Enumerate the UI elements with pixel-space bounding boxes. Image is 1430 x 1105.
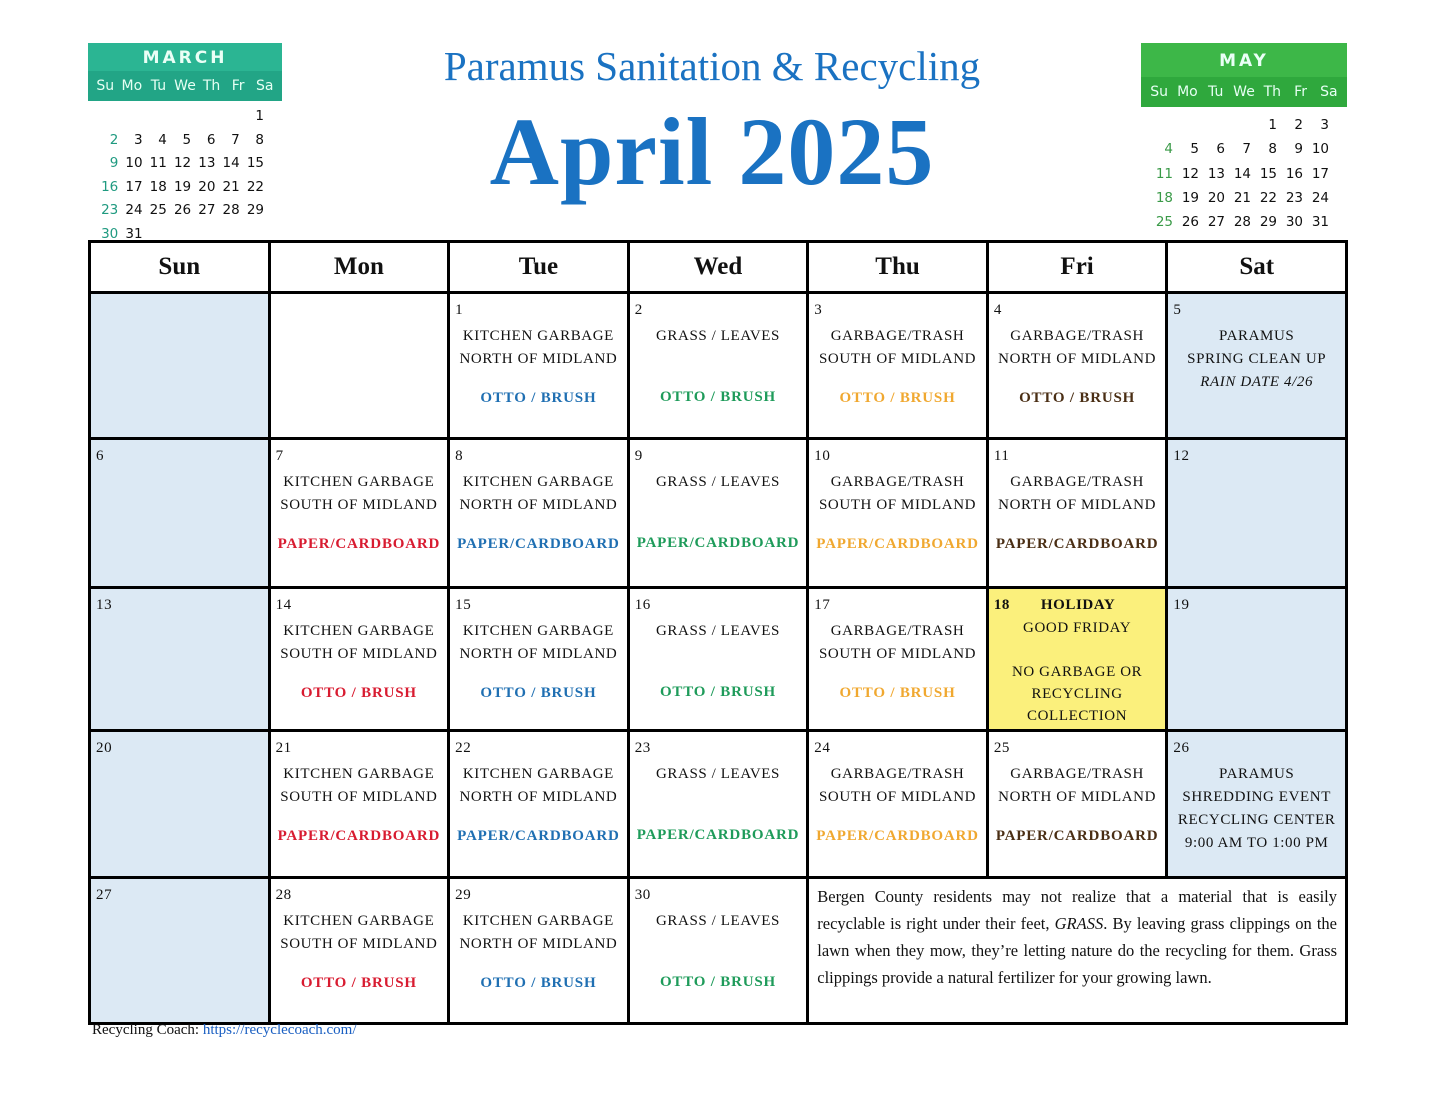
mini-calendar-day: 7 [231,131,240,148]
mini-calendar-day: 15 [246,155,264,171]
mini-calendar-day: 22 [246,178,264,195]
pickup-type: KITCHEN GARBAGE [462,623,614,639]
mini-calendar-day: 19 [1181,189,1199,206]
day-number: 22 [455,740,472,756]
weekday-header: Sun [90,242,270,293]
recycling-tag: OTTO / BRUSH [839,685,956,701]
weekday: Su [1150,84,1169,100]
day-cell-6 [90,439,270,588]
weekday: Tu [150,78,167,94]
mini-calendar-day: 12 [1181,165,1199,182]
mini-calendar-day: 31 [125,225,143,242]
weekday-header: Thu [808,242,988,293]
grass-recycling-note [809,879,1345,991]
mini-calendar-day: 12 [173,155,192,171]
day-cell-27 [90,878,270,1024]
week-row [90,293,1347,439]
recycling-tag: PAPER/CARDBOARD [816,536,979,552]
holiday-notice: NO GARBAGE OR [1011,664,1143,680]
org-title-text: Paramus Sanitation & Recycling [443,43,981,89]
pickup-type: KITCHEN GARBAGE [462,766,614,782]
mini-calendar-day: 27 [1207,214,1225,231]
event-time: 9:00 AM TO 1:00 PM [1184,835,1329,851]
mini-calendar-day: 28 [1233,214,1251,231]
mini-calendar-day: 25 [149,202,167,218]
day-cell-empty [269,293,449,439]
pickup-type: GRASS / LEAVES [655,766,780,782]
day-cell-28 [269,878,449,1024]
note-text: . By leaving grass clippings on the lawn when they mow, they’re letting nature do the recycling for them. Grass clippings provide a natural fertilizer for your growing lawn. [817,914,1338,987]
mini-calendar-month-name: MAY [1141,43,1347,77]
recycling-tag: OTTO / BRUSH [300,685,417,701]
mini-calendar-day: 13 [198,155,216,171]
day-cell-9 [628,439,808,588]
day-cell-14 [269,588,449,731]
weekday: Mo [121,78,143,94]
pickup-area: NORTH OF MIDLAND [459,936,618,952]
day-cell-2 [628,293,808,439]
week-row [90,878,1347,1024]
info-note-cell [808,878,1347,1024]
weekday: Th [1263,84,1281,100]
day-cell-24 [808,731,988,878]
event-name: SHREDDING EVENT [1182,789,1331,805]
note-emphasis: GRASS [1054,914,1104,933]
day-number: 26 [1173,740,1190,756]
mini-calendar-day: 24 [125,202,143,218]
mini-calendar-day: 30 [101,225,119,242]
day-cell-26 [1167,731,1347,878]
recycling-tag: PAPER/CARDBOARD [277,536,441,552]
pickup-area: NORTH OF MIDLAND [998,497,1157,513]
mini-calendar-day: 24 [1311,189,1329,206]
mini-calendar-day: 17 [1311,165,1329,182]
day-number: 7 [275,448,284,464]
pickup-type: GARBAGE/TRASH [830,623,965,639]
weekday-header-row [90,242,1347,293]
recycling-tag: PAPER/CARDBOARD [457,536,620,552]
pickup-area: NORTH OF MIDLAND [459,789,618,805]
pickup-type: KITCHEN GARBAGE [283,474,435,490]
weekday: Fr [1294,84,1307,100]
day-number: 3 [814,302,823,318]
mini-calendar-day: 9 [1294,141,1303,158]
day-cell-15 [449,588,629,731]
pickup-type: GARBAGE/TRASH [1010,474,1144,490]
recycling-tag: PAPER/CARDBOARD [995,536,1159,552]
mini-calendar-day: 2 [109,131,119,148]
pickup-type: GARBAGE/TRASH [830,474,965,490]
day-number: 17 [814,597,831,613]
mini-calendar-day: 2 [1294,117,1303,133]
org-title [0,42,1430,90]
pickup-type: KITCHEN GARBAGE [462,328,614,344]
day-number: 30 [634,887,651,903]
mini-calendar-day: 31 [1311,214,1329,231]
day-cell-5 [1167,293,1347,439]
recycling-tag: OTTO / BRUSH [839,390,956,406]
day-cell-1 [449,293,629,439]
mini-calendar-day: 14 [222,155,240,171]
mini-calendar-day: 9 [109,155,119,171]
note-text: Bergen County residents may not realize that a material that is easily recyclable is right under their feet, [817,887,1337,933]
day-number: 24 [814,740,831,756]
weekday: We [1233,84,1255,100]
recycling-tag: OTTO / BRUSH [480,390,597,406]
day-number: 4 [993,302,1002,318]
mini-calendar-day: 5 [1190,141,1199,158]
mini-calendar-day: 11 [1155,165,1173,182]
mini-calendar-day: 27 [198,202,216,218]
weekday-header: Sat [1167,242,1347,293]
day-number: 11 [993,448,1010,464]
pickup-area: SOUTH OF MIDLAND [280,789,438,805]
pickup-type: KITCHEN GARBAGE [462,474,614,490]
pickup-type: GRASS / LEAVES [655,328,780,344]
pickup-type: KITCHEN GARBAGE [283,623,435,639]
weekday-header: Wed [628,242,808,293]
day-cell-3 [808,293,988,439]
pickup-type: GRASS / LEAVES [655,913,780,929]
mini-calendar-day: 6 [1216,141,1225,158]
day-number: 28 [275,887,292,903]
day-number: 19 [1173,597,1190,613]
mini-calendar-day: 6 [206,131,216,148]
recycling-tag: OTTO / BRUSH [480,975,597,991]
holiday-label: HOLIDAY [1040,597,1116,613]
day-cell-4 [987,293,1167,439]
day-cell-7 [269,439,449,588]
day-number: 18 [993,597,1011,613]
event-title: PARAMUS [1219,766,1295,782]
pickup-type: GARBAGE/TRASH [830,766,965,782]
day-number: 1 [455,302,464,318]
pickup-area: NORTH OF MIDLAND [459,351,618,367]
footer-label: Recycling Coach: [92,1022,200,1038]
footer [92,1022,357,1039]
day-number: 25 [993,740,1011,756]
day-number: 21 [275,740,292,756]
pickup-area: SOUTH OF MIDLAND [818,789,977,805]
day-cell-8 [449,439,629,588]
mini-calendar-day: 17 [125,178,143,195]
event-title: PARAMUS [1219,328,1295,344]
mini-calendar-day: 26 [173,202,192,218]
mini-calendar-day: 4 [158,131,167,148]
day-number: 8 [455,448,464,464]
day-number: 14 [275,597,292,613]
mini-calendar-day: 11 [149,155,167,171]
mini-calendar-day: 25 [1155,214,1173,231]
pickup-area: SOUTH OF MIDLAND [818,646,977,662]
week-row [90,588,1347,731]
recycling-tag: PAPER/CARDBOARD [636,535,800,551]
day-cell-13 [90,588,270,731]
day-number: 20 [96,740,113,756]
mini-calendar-day: 3 [1320,117,1329,133]
mini-calendar-day: 4 [1164,141,1173,158]
recycling-tag: OTTO / BRUSH [300,975,417,991]
pickup-type: GRASS / LEAVES [655,623,780,639]
day-number: 5 [1173,302,1182,318]
pickup-area: SOUTH OF MIDLAND [280,646,438,662]
recycling-tag: OTTO / BRUSH [480,685,597,701]
mini-calendar-day: 14 [1233,165,1251,182]
recycling-tag: OTTO / BRUSH [1019,390,1136,406]
weekday-header: Fri [987,242,1167,293]
weekday: Su [96,78,115,94]
day-cell-12 [1167,439,1347,588]
pickup-type: KITCHEN GARBAGE [283,766,435,782]
month-title [0,96,1430,207]
day-cell-17 [808,588,988,731]
pickup-type: GARBAGE/TRASH [1010,766,1144,782]
mini-calendar-day: 18 [149,178,167,195]
mini-calendar-day: 26 [1181,214,1199,231]
week-row [90,439,1347,588]
day-cell-20 [90,731,270,878]
mini-calendar-day: 30 [1285,214,1303,231]
mini-calendar-day: 21 [222,178,240,195]
day-cell-22 [449,731,629,878]
weekday: Fr [231,78,245,94]
mini-calendar-day: 1 [255,108,264,124]
recycling-tag: PAPER/CARDBOARD [457,828,620,844]
pickup-area: SOUTH OF MIDLAND [280,936,438,952]
day-cell-19 [1167,588,1347,731]
day-cell-10 [808,439,988,588]
weekday: Sa [1320,84,1338,100]
pickup-area: SOUTH OF MIDLAND [818,497,977,513]
mini-calendar-day: 5 [182,131,192,148]
mini-calendar-day: 20 [198,178,216,195]
day-cell-29 [449,878,629,1024]
day-number: 6 [96,448,105,464]
mini-calendar-day: 28 [222,202,240,218]
day-number: 16 [634,597,651,613]
pickup-type: GARBAGE/TRASH [1010,328,1144,344]
event-location: RECYCLING CENTER [1177,812,1336,828]
weekday-header: Tue [449,242,629,293]
month-calendar [88,240,1348,1025]
day-cell-empty [90,293,270,439]
mini-calendar-day: 18 [1155,189,1173,206]
pickup-area: NORTH OF MIDLAND [998,351,1157,367]
recycling-tag: PAPER/CARDBOARD [277,828,441,844]
weekday: Tu [1208,84,1224,100]
mini-calendar-day: 16 [101,178,119,195]
pickup-area: SOUTH OF MIDLAND [280,497,438,513]
day-number: 29 [455,887,472,903]
day-number: 10 [814,448,831,464]
mini-calendar-day: 22 [1259,189,1277,206]
pickup-area: NORTH OF MIDLAND [459,497,618,513]
mini-calendar-day: 7 [1242,141,1251,158]
holiday-notice: RECYCLING [1031,686,1123,702]
mini-calendar-day: 13 [1207,165,1225,182]
day-cell-11 [987,439,1167,588]
day-number: 27 [96,887,113,903]
mini-calendar-day: 3 [133,131,143,148]
mini-calendar-day: 16 [1285,165,1303,182]
day-number: 9 [634,448,643,464]
day-number: 15 [455,597,472,613]
day-cell-18-holiday [987,588,1167,731]
day-cell-21 [269,731,449,878]
weekday: Th [202,78,221,94]
recycle-coach-link[interactable]: https://recyclecoach.com/ [202,1022,357,1038]
pickup-area: SOUTH OF MIDLAND [818,351,977,367]
day-cell-25 [987,731,1167,878]
pickup-type: KITCHEN GARBAGE [283,913,435,929]
day-cell-23 [628,731,808,878]
mini-calendar-day: 15 [1259,165,1277,182]
pickup-type: GARBAGE/TRASH [830,328,965,344]
pickup-type: KITCHEN GARBAGE [462,913,614,929]
mini-calendar-day: 1 [1268,117,1277,133]
recycling-tag: OTTO / BRUSH [659,389,776,405]
holiday-notice: COLLECTION [1027,708,1128,724]
mini-calendar-month-name: MARCH [88,43,282,71]
mini-calendar-day: 23 [1285,189,1303,206]
holiday-name: GOOD FRIDAY [1023,620,1132,636]
mini-calendar-day: 19 [173,178,192,195]
recycling-tag: PAPER/CARDBOARD [636,827,800,843]
weekday-header: Mon [269,242,449,293]
mini-calendar-day: 29 [1259,214,1277,231]
weekday: Sa [255,78,274,94]
pickup-area: NORTH OF MIDLAND [998,789,1157,805]
mini-calendar-day: 10 [125,155,143,171]
mini-calendar-day: 23 [101,202,119,218]
month-title-text: April 2025 [489,98,935,205]
day-number: 12 [1173,448,1190,464]
mini-calendar-day: 20 [1207,189,1225,206]
day-number: 23 [634,740,651,756]
recycling-tag: OTTO / BRUSH [659,684,776,700]
recycling-tag: OTTO / BRUSH [659,974,776,990]
mini-calendar-day: 29 [246,202,264,218]
day-cell-30 [628,878,808,1024]
weekday: We [174,78,196,94]
day-number: 13 [96,597,113,613]
pickup-type: GRASS / LEAVES [655,474,780,490]
mini-calendar-day: 8 [255,131,264,148]
pickup-area: NORTH OF MIDLAND [459,646,618,662]
recycling-tag: PAPER/CARDBOARD [995,828,1159,844]
mini-calendar-day: 10 [1311,141,1329,158]
mini-calendar-day: 21 [1233,189,1251,206]
weekday: Mo [1177,84,1198,100]
rain-date: RAIN DATE 4/26 [1200,374,1314,390]
day-number: 2 [634,302,643,318]
day-cell-16 [628,588,808,731]
mini-calendar-day: 8 [1268,141,1277,158]
event-name: SPRING CLEAN UP [1187,351,1327,367]
week-row [90,731,1347,878]
recycling-tag: PAPER/CARDBOARD [816,828,979,844]
